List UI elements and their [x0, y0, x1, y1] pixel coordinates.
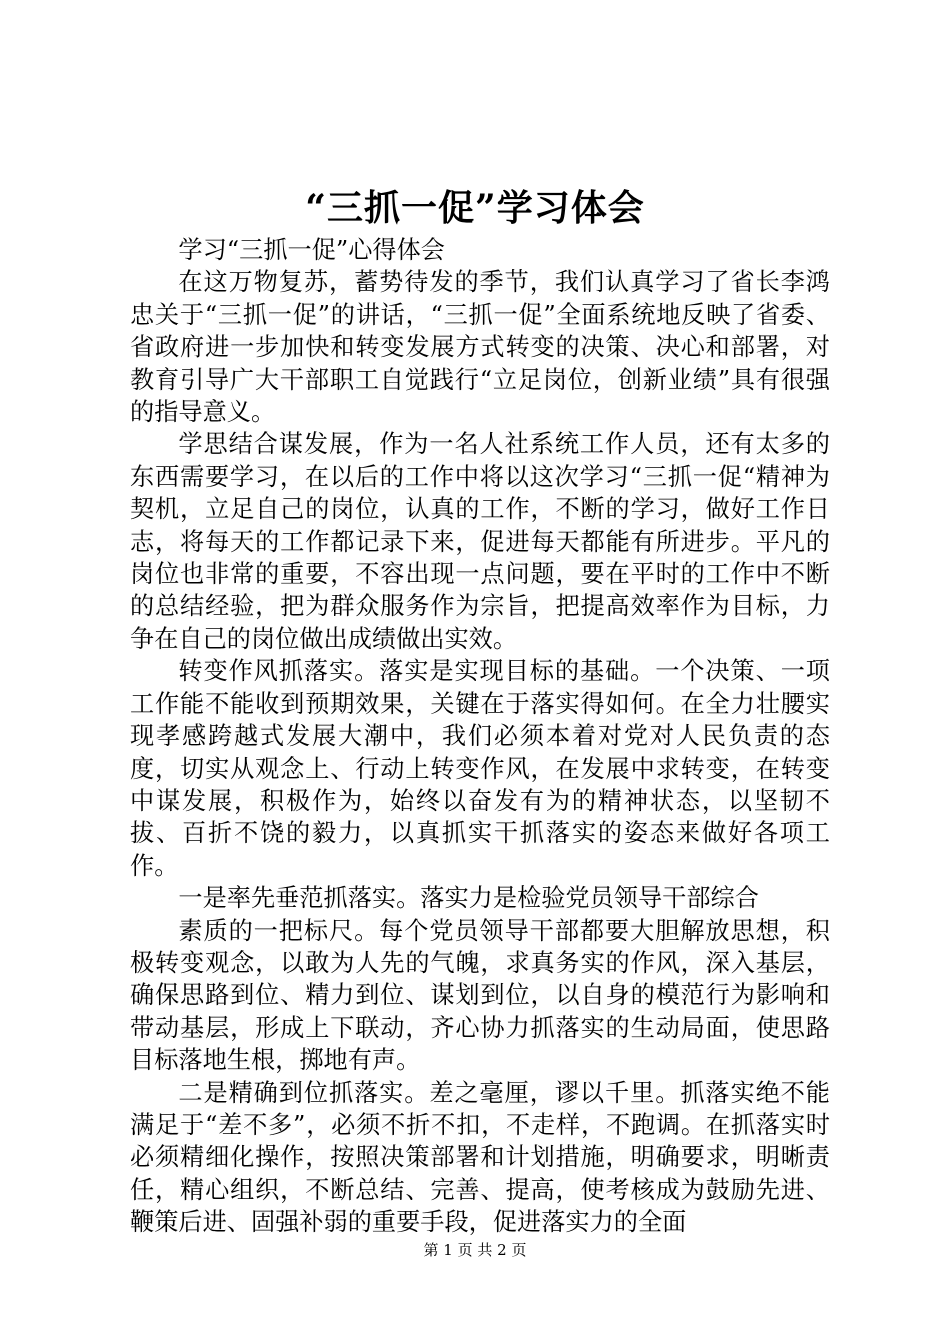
paragraph: 学思结合谋发展，作为一名人社系统工作人员，还有太多的东西需要学习，在以后的工作中将以这次学习“三抓一促“精神为契机，立足自己的岗位，认真的工作，不断的学习，做好工作日志，将每天的工作都记录下来，促进每天都能有所进步。平凡的岗位也非常的重要，不容出现一点问题，要在平时的工作中不断的总结经验，把为群众服务作为宗旨，把提高效率作为目标，力争在自己的岗位做出成绩做出实效。	[130, 430, 830, 653]
paragraph: 素质的一把标尺。每个党员领导干部都要大胆解放思想，积极转变观念，以敢为人先的气魄，求真务实的作风，深入基层，确保思路到位、精力到位、谋划到位，以自身的模范行为影响和带动基层，形成上下联动，齐心协力抓落实的生动局面，使思路目标落地生根，掷地有声。	[130, 916, 830, 1075]
paragraph: 一是率先垂范抓落实。落实力是检验党员领导干部综合	[178, 884, 759, 913]
paragraph-subtitle: 学习“三抓一促”心得体会	[178, 236, 445, 264]
document-title: “三抓一促”学习体会	[305, 187, 645, 229]
document-body	[130, 234, 830, 1239]
paragraph: 二是精确到位抓落实。差之毫厘，谬以千里。抓落实绝不能满足于“差不多”，必须不折不扣，不走样，不跑调。在抓落实时必须精细化操作，按照决策部署和计划措施，明确要求，明晰责任，精心组织，不断总结、完善、提高，使考核成为鼓励先进、鞭策后进、固强补弱的重要手段，促进落实力的全面	[130, 1078, 830, 1237]
paragraph: 在这万物复苏，蓄势待发的季节，我们认真学习了省长李鸿忠关于“三抓一促”的讲话，“三抓一促”全面系统地反映了省委、省政府进一步加快和转变发展方式转变的决策、决心和部署，对教育引导广大干部职工自觉践行“立足岗位，创新业绩”具有很强的指导意义。	[130, 268, 830, 427]
page-number-footer: 第 1 页 共 2 页	[423, 1241, 527, 1259]
paragraph: 转变作风抓落实。落实是实现目标的基础。一个决策、一项工作能不能收到预期效果，关键在于落实得如何。在全力壮腰实现孝感跨越式发展大潮中，我们必须本着对党对人民负责的态度，切实从观念上、行动上转变作风，在发展中求转变，在转变中谋发展，积极作为，始终以奋发有为的精神状态，以坚韧不拔、百折不饶的毅力，以真抓实干抓落实的姿态来做好各项工作。	[130, 657, 830, 880]
